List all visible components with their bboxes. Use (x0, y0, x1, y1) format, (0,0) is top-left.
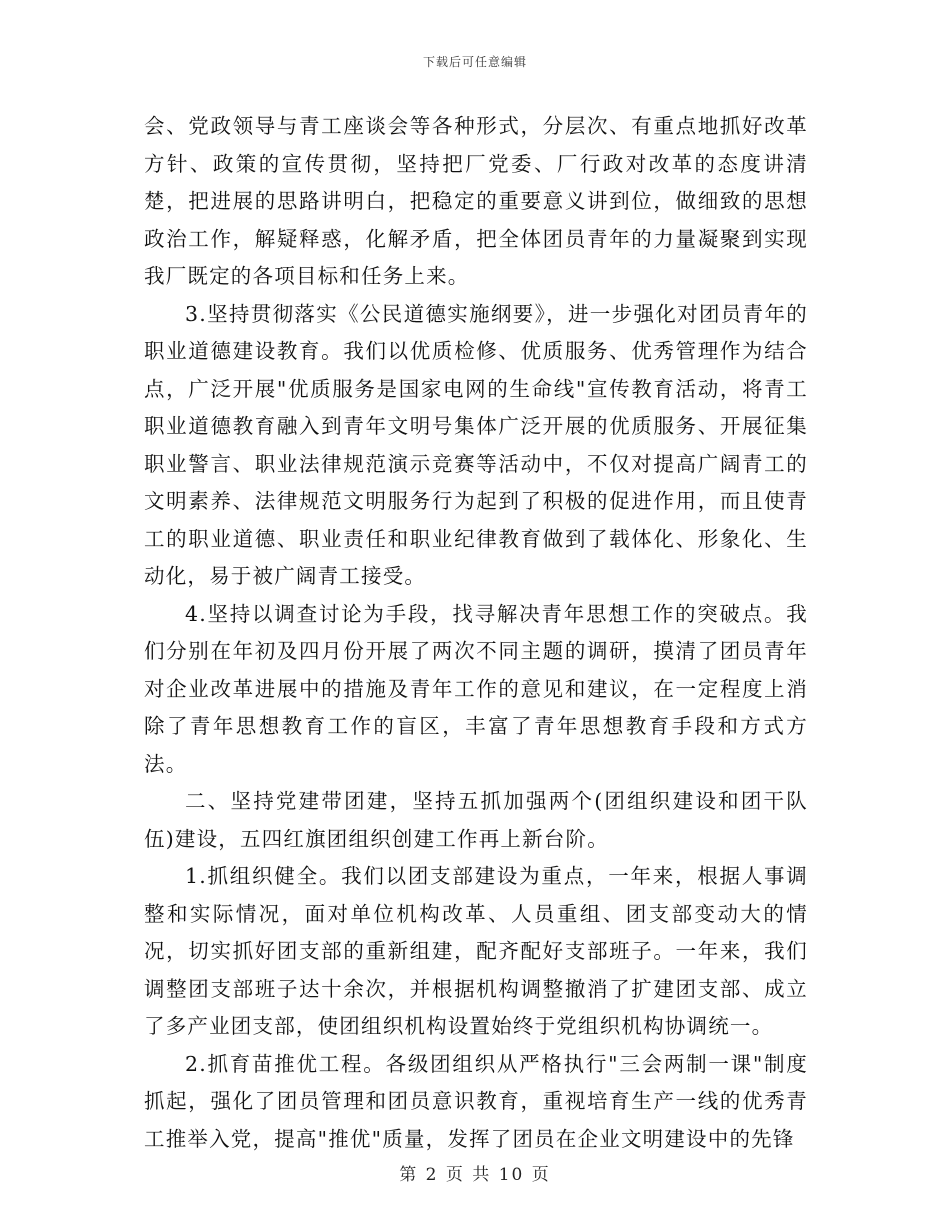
paragraph-item-4: 4.坚持以调查讨论为手段，找寻解决青年思想工作的突破点。我们分别在年初及四月份开展了两次不同主题的调研，摸清了团员青年对企业改革进展中的措施及青年工作的意见和建议，在一定程度上消除了青年思想教育工作的盲区，丰富了青年思想教育手段和方式方法。 (144, 601, 808, 776)
paragraph-continued: 会、党政领导与青工座谈会等各种形式，分层次、有重点地抓好改革方针、政策的宣传贯彻，坚持把厂党委、厂行政对改革的态度讲清楚，把进展的思路讲明白，把稳定的重要意义讲到位，做细致的思想政治工作，解疑释惑，化解矛盾，把全体团员青年的力量凝聚到实现我厂既定的各项目标和任务上来。 (144, 114, 808, 288)
paragraph-section2-item-2: 2.抓育苗推优工程。各级团组织从严格执行"三会两制一课"制度抓起，强化了团员管理和团员意识教育，重视培育生产一线的优秀青工推举入党，提高"推优"质量，发挥了团员在企业文明建设中的先锋 (144, 1051, 808, 1151)
page-footer: 第 2 页 共 10 页 (399, 1165, 551, 1185)
document-body (144, 108, 808, 1158)
section-heading-2: 二、坚持党建带团建，坚持五抓加强两个(团组织建设和团干队伍)建设，五四红旗团组织创建工作再上新台阶。 (144, 789, 808, 851)
page-header: 下载后可任意编辑 (422, 55, 527, 69)
paragraph-item-3: 3.坚持贯彻落实《公民道德实施纲要》，进一步强化对团员青年的职业道德建设教育。我们以优质检修、优质服务、优秀管理作为结合点，广泛开展"优质服务是国家电网的生命线"宣传教育活动，将青工职业道德教育融入到青年文明号集体广泛开展的优质服务、开展征集职业警言、职业法律规范演示竞赛等活动中，不仅对提高广阔青工的文明素养、法律规范文明服务行为起到了积极的促进作用，而且使青工的职业道德、职业责任和职业纪律教育做到了载体化、形象化、生动化，易于被广阔青工接受。 (144, 301, 808, 588)
paragraph-section2-item-1: 1.抓组织健全。我们以团支部建设为重点，一年来，根据人事调整和实际情况，面对单位机构改革、人员重组、团支部变动大的情况，切实抓好团支部的重新组建，配齐配好支部班子。一年来，我们调整团支部班子达十余次，并根据机构调整撤消了扩建团支部、成立了多产业团支部，使团组织机构设置始终于党组织机构协调统一。 (144, 864, 808, 1038)
